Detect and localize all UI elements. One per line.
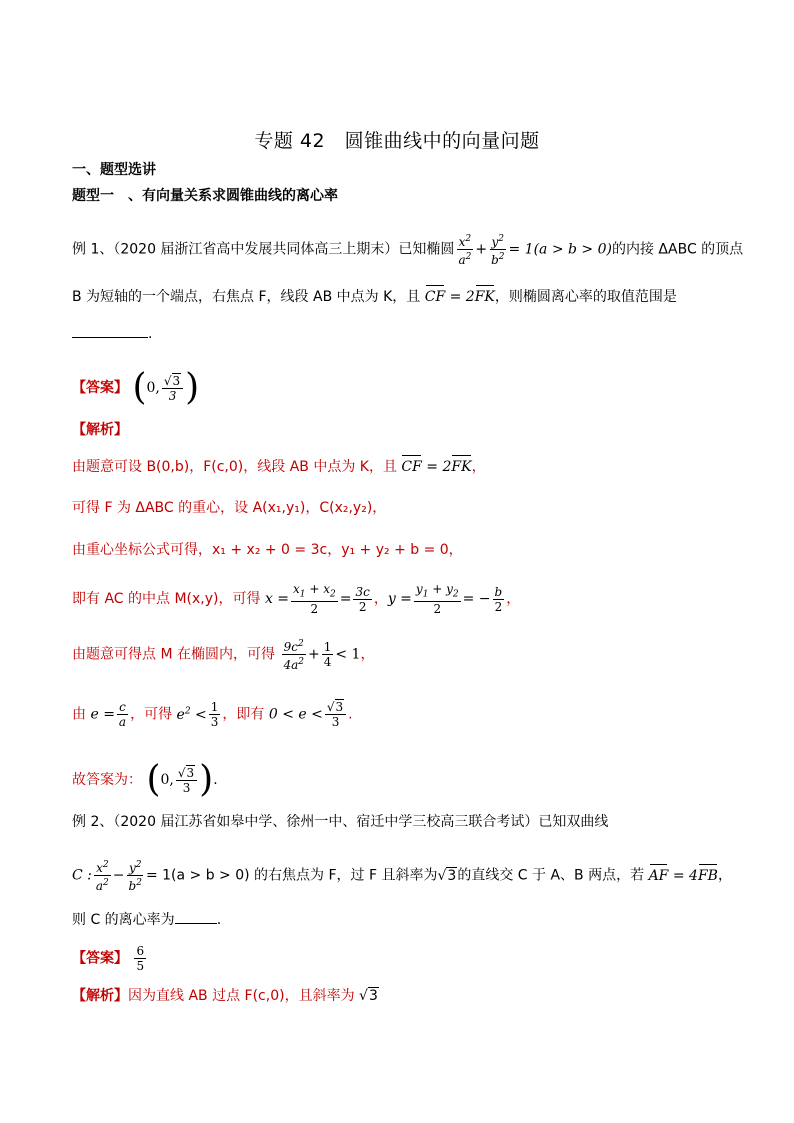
- solution-step-5: 由题意可得点 M 在椭圆内，可得 $\frac{9c^2}{4a^2}$ + $\frac{1}{4}$ < 1，: [72, 639, 375, 672]
- solution-step-4: 即有 AC 的中点 M(x,y)，可得 x = $\frac{x_1 + x_2}{2}$ = $\frac{3c}{2}$ ，y = $\frac{y_1 + y_2}{2}$ = − $\frac{b}{2}$ ，: [72, 582, 521, 617]
- example-2-statement-3: 则 C 的离心率为 .: [72, 912, 222, 928]
- analysis-label-2: 【解析】: [72, 988, 128, 1004]
- answer-label: 【答案】: [72, 380, 128, 396]
- question-type-heading: 题型一 、有向量关系求圆锥曲线的离心率: [72, 188, 338, 204]
- solution-step-1: 由题意可设 B(0,b)，F(c,0)，线段 AB 中点为 K，且 CF = 2FK，: [72, 459, 486, 475]
- example-1-statement: 例 1、（2020 届浙江省高中发展共同体高三上期末）已知椭圆 $\frac{x^2}{a^2}$ + $\frac{y^2}{b^2}$ = 1(a > b > 0)的内接 ΔABC 的顶点: [72, 234, 744, 267]
- solution-step-6-lead: 由: [72, 706, 86, 723]
- solution-step-1-text: 由题意可设 B(0,b)，F(c,0)，线段 AB 中点为 K，且: [72, 459, 397, 475]
- solution-conclusion: 故答案为： (0, $\frac{√3}{3}$ ).: [72, 759, 218, 800]
- answer-blank-line: .: [72, 324, 152, 344]
- solution-step-4-lead: 即有 AC 的中点 M(x,y)，可得: [72, 591, 261, 608]
- answer-label-2: 【答案】: [72, 950, 128, 967]
- example-1-lead: 例 1、（2020 届浙江省高中发展共同体高三上期末）已知椭圆: [72, 241, 455, 258]
- fraction-y2-b2: $\frac{y^2}{b^2}$: [491, 234, 505, 267]
- solution-step-3: 由重心坐标公式可得，x₁ + x₂ + 0 = 3c，y₁ + y₂ + b = 0，: [72, 542, 463, 558]
- example-1-line-2: B 为短轴的一个端点，右焦点 F，线段 AB 中点为 K，且: [72, 289, 421, 305]
- ellipse-condition: = 1(a > b > 0): [508, 241, 612, 258]
- solution-step-5-lead: 由题意可得点 M 在椭圆内，可得: [72, 646, 275, 663]
- example-2-analysis: 【解析】因为直线 AB 过点 F(c,0)，且斜率为 √3: [72, 988, 378, 1004]
- example-1-analysis-label: 【解析】: [72, 422, 128, 438]
- example-2-line-2-a: = 1(a > b > 0) 的右焦点为 F，过 F 且斜率为: [145, 867, 438, 884]
- example-2-line-2-b: 的直线交 C 于 A、B 两点，若: [457, 867, 645, 884]
- answer-blank: [72, 337, 148, 338]
- example-2-statement-2: C : $\frac{x^2}{a^2}$ − $\frac{y^2}{b^2}$ = 1(a > b > 0) 的右焦点为 F，过 F 且斜率为√3的直线交 C 于 A、B 两点，若 AF = 4FB，: [72, 860, 732, 893]
- solution-step-2: 可得 F 为 ΔABC 的重心，设 A(x₁,y₁)，C(x₂,y₂)，: [72, 500, 387, 516]
- example-2-statement: 例 2、（2020 届江苏省如皋中学、徐州一中、宿迁中学三校高三联合考试）已知双曲线: [72, 814, 609, 830]
- example-2-answer: [72, 944, 148, 973]
- solution-step-6-mid: ，可得: [130, 706, 173, 723]
- example-1-tail: 的内接 ΔABC 的顶点: [611, 241, 744, 258]
- analysis-text-2: 因为直线 AB 过点 F(c,0)，且斜率为: [128, 988, 355, 1004]
- fraction-x2-a2: $\frac{x^2}{a^2}$: [458, 234, 472, 267]
- solution-step-6-tail: ，即有: [222, 706, 265, 723]
- solution-step-6: 由 e = $\frac{c}{a}$ ，可得 $e^2$ < $\frac{1}{3}$ ，即有 0 < e < $\frac{√3}{3}$ .: [72, 700, 353, 729]
- answer-denominator: 5: [136, 959, 145, 973]
- example-1-answer: 【答案】 (0, $\frac{√3}{3}$ ): [72, 367, 200, 408]
- vector-relation: CF = 2FK: [424, 289, 495, 305]
- solution-conclusion-text: 故答案为：: [72, 772, 142, 788]
- answer-blank-2: [175, 923, 217, 924]
- example-1-line-2-tail: ，则椭圆离心率的取值范围是: [494, 289, 677, 305]
- answer-numerator: 6: [136, 944, 145, 958]
- example-1-statement-2: [72, 287, 677, 307]
- example-2-line-3: 则 C 的离心率为: [72, 912, 175, 928]
- sqrt-3: √3: [437, 867, 457, 884]
- page-title: 专题 42 圆锥曲线中的向量问题: [254, 130, 540, 152]
- section-heading: 一、题型选讲: [72, 162, 156, 178]
